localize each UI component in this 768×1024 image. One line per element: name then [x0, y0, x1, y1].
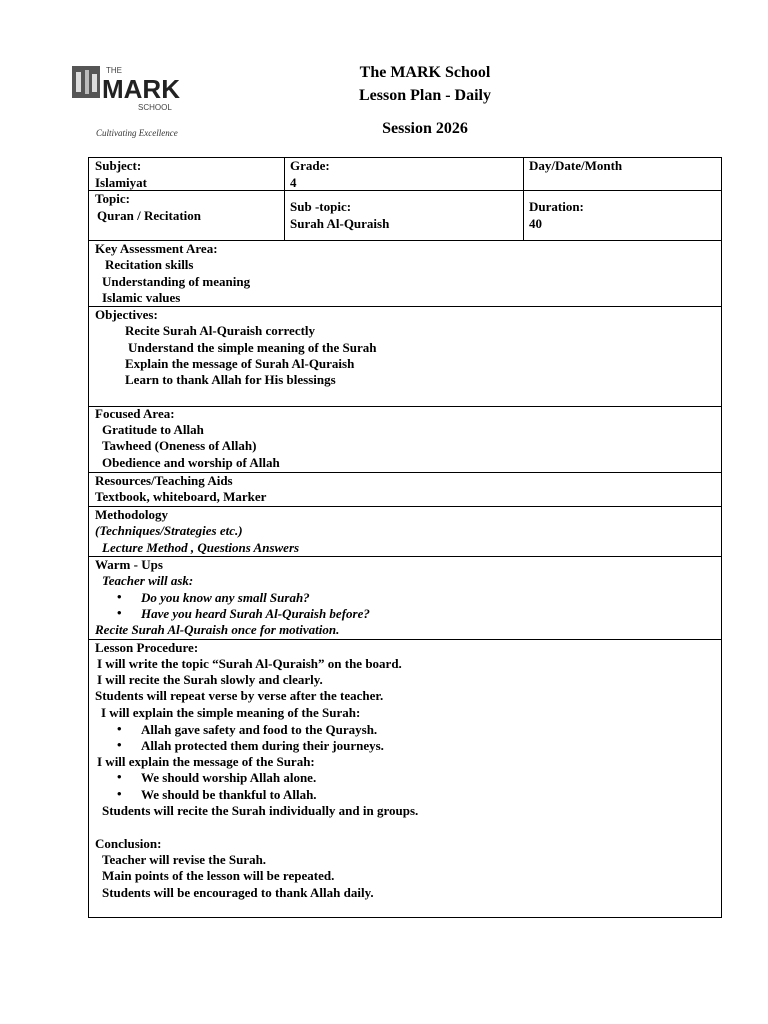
- objectives-label: Objectives:: [95, 307, 158, 322]
- conclusion-line: Main points of the lesson will be repeated.: [102, 868, 335, 883]
- table-line: [88, 157, 721, 158]
- conclusion-line: Students will be encouraged to thank Allah daily.: [102, 885, 374, 900]
- group-line: Students will recite the Surah individually and in groups.: [102, 803, 419, 818]
- focused-label: Focused Area:: [95, 406, 175, 421]
- duration-value: 40: [529, 216, 542, 231]
- assessment-item: Recitation skills: [105, 257, 194, 272]
- table-line: [523, 157, 524, 240]
- table-line: [88, 306, 721, 307]
- table-line: [284, 157, 285, 240]
- procedure-line: I will write the topic “Surah Al-Quraish” on the board.: [97, 656, 402, 671]
- focused-item: Obedience and worship of Allah: [102, 455, 280, 470]
- resources-value: Textbook, whiteboard, Marker: [95, 489, 267, 504]
- message-line: I will explain the message of the Surah:: [97, 754, 315, 769]
- logo-school: SCHOOL: [138, 103, 172, 112]
- subtopic-label: Sub -topic:: [290, 199, 352, 214]
- bullet-icon: •: [117, 737, 122, 752]
- table-line: [88, 190, 721, 191]
- objective-item: Understand the simple meaning of the Surah: [128, 340, 377, 355]
- focused-item: Tawheed (Oneness of Allah): [102, 438, 257, 453]
- subtopic-value: Surah Al-Quraish: [290, 216, 390, 231]
- resources-label: Resources/Teaching Aids: [95, 473, 233, 488]
- warmup-close: Recite Surah Al-Quraish once for motivation.: [95, 622, 340, 637]
- objective-item: Recite Surah Al-Quraish correctly: [125, 323, 316, 338]
- assessment-item: Islamic values: [102, 290, 181, 305]
- objective-item: Explain the message of Surah Al-Quraish: [125, 356, 355, 371]
- assessment-item: Understanding of meaning: [102, 274, 251, 289]
- duration-label: Duration:: [529, 199, 584, 214]
- conclusion-line: Teacher will revise the Surah.: [102, 852, 267, 867]
- procedure-line: I will recite the Surah slowly and clearly.: [97, 672, 323, 687]
- topic-label: Topic:: [95, 191, 130, 206]
- table-line: [88, 506, 721, 507]
- grade-label: Grade:: [290, 158, 330, 173]
- meaning-item: Allah gave safety and food to the Quraysh.: [141, 722, 378, 737]
- warmup-item: Do you know any small Surah?: [141, 590, 310, 605]
- date-label: Day/Date/Month: [529, 158, 623, 173]
- bullet-icon: •: [117, 721, 122, 736]
- bullet-icon: •: [117, 786, 122, 801]
- assessment-label: Key Assessment Area:: [95, 241, 218, 256]
- table-line: [88, 917, 721, 918]
- warmup-label: Warm - Ups: [95, 557, 163, 572]
- plan-title: Lesson Plan - Daily: [358, 87, 491, 104]
- grade-value: 4: [290, 175, 297, 190]
- warmup-intro: Teacher will ask:: [102, 573, 194, 588]
- methodology-value: Lecture Method , Questions Answers: [102, 540, 300, 555]
- logo-the: THE: [106, 66, 122, 75]
- school-logo: [70, 60, 180, 145]
- logo-mark: MARK: [102, 74, 180, 104]
- focused-item: Gratitude to Allah: [102, 422, 204, 437]
- bullet-icon: •: [117, 589, 122, 604]
- objective-item: Learn to thank Allah for His blessings: [125, 372, 336, 387]
- meaning-item: Allah protected them during their journeys.: [141, 738, 384, 753]
- table-line: [88, 406, 721, 407]
- logo-tagline: Cultivating Excellence: [96, 128, 178, 138]
- procedure-label: Lesson Procedure:: [95, 640, 199, 655]
- conclusion-label: Conclusion:: [95, 836, 162, 851]
- procedure-line: Students will repeat verse by verse after the teacher.: [95, 688, 384, 703]
- bullet-icon: •: [117, 605, 122, 620]
- methodology-note: (Techniques/Strategies etc.): [95, 523, 243, 538]
- message-item: We should be thankful to Allah.: [141, 787, 317, 802]
- session-title: Session 2026: [382, 120, 468, 137]
- table-line: [88, 157, 89, 918]
- subject-value: Islamiyat: [95, 175, 147, 190]
- school-name: The MARK School: [359, 64, 491, 81]
- table-line: [88, 556, 721, 557]
- message-item: We should worship Allah alone.: [141, 770, 317, 785]
- subject-label: Subject:: [95, 158, 142, 173]
- methodology-label: Methodology: [95, 507, 168, 522]
- bullet-icon: •: [117, 769, 122, 784]
- procedure-line: I will explain the simple meaning of the Surah:: [101, 705, 361, 720]
- warmup-item: Have you heard Surah Al-Quraish before?: [141, 606, 370, 621]
- table-line: [721, 157, 722, 918]
- topic-value: Quran / Recitation: [97, 208, 201, 223]
